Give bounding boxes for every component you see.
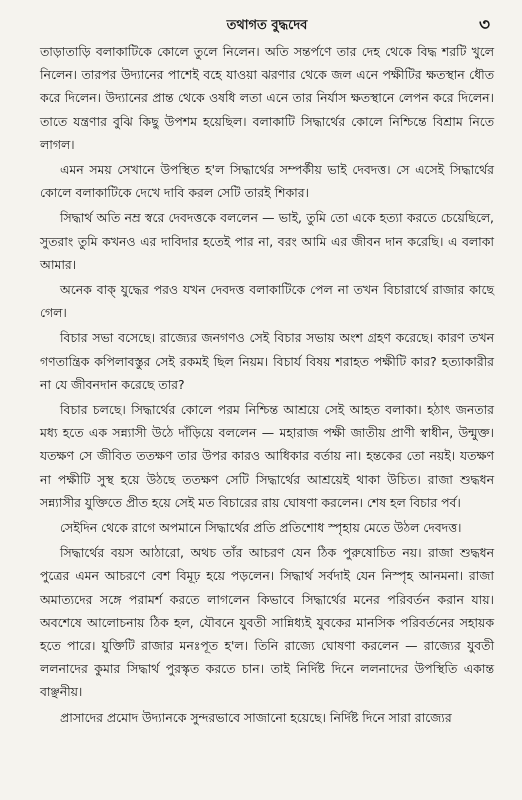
running-title: তথাগত বুদ্ধদেব [226,18,308,33]
paragraph: সেইদিন থেকে রাগে অপমানে সিদ্ধার্থের প্রতি প্রতিশোধ স্পৃহায় মেতে উঠল দেবদত্ত। [60,520,462,536]
paragraph: অনেক বাক্ যুদ্ধের পরও যখন দেবদত্ত বলাকাটিকে পেল না তখন বিচারার্থে রাজার কাছে গেল। [40,282,494,321]
page-number: ৩ [478,15,490,35]
paragraph: এমন সময় সেখানে উপস্থিত হ'ল সিদ্ধার্থের সম্পর্কীয় ভাই দেবদত্ত। সে এসেই সিদ্ধার্থের কোলে বলাকাটিকে দেখে দাবি করল সেটি তারই শিকার। [40,162,494,201]
page-header [40,12,494,40]
paragraph: তাড়াতাড়ি বলাকাটিকে কোলে তুলে নিলেন। অতি সন্তর্পণে তার দেহ থেকে বিদ্ধ শরটি খুলে নিলেন। তারপর উদ্যানের পাশেই বহে যাওয়া ঝরণার থেকে জল এনে পক্ষীটির ক্ষতস্থান ধৌত করে দিলেন। উদ্যানের প্রান্ত থেকে ওষধি লতা এনে তার নির্যাস ক্ষতস্থানে লেপন করে দিলেন। তাতে যন্ত্রণার বুঝি কিছু উপশম হয়েছিল। বলাকাটি সিদ্ধার্থের কোলে নিশ্চিন্তে বিশ্রাম নিতে লাগল। [40,44,494,152]
paragraph: সিদ্ধার্থ অতি নম্র স্বরে দেবদত্তকে বললেন — ভাই, তুমি তো একে হত্যা করতে চেয়েছিলে, সুতরাং তুমি কখনও এর দাবিদার হতেই পার না, বরং আমি এর জীবন দান করেছি। এ বলাকা আমার। [40,210,494,272]
paragraph: সিদ্ধার্থের বয়স আঠারো, অথচ তাঁর আচরণ যেন ঠিক পুরুষোচিত নয়। রাজা শুদ্ধধন পুত্রের এমন আচরণে বেশ বিমূঢ় হয়ে পড়লেন। সিদ্ধার্থ সর্বদাই যেন নিস্পৃহ আনমনা। রাজা অমাত্যদের সঙ্গে পরামর্শ করতে লাগলেন কিভাবে সিদ্ধার্থের মনের পরিবর্তন করান যায়। অবশেষে আলোচনায় ঠিক হল, যৌবনে যুবতী সান্নিধ্যই যুবকের মানসিক পরিবর্তনের সহায়ক হতে পারে। যুক্তিটি রাজার মনঃপূত হ'ল। তিনি রাজ্যে ঘোষণা করলেন — রাজ্যের যুবতী ললনাদের কুমার সিদ্ধার্থ পুরস্কৃত করতে চান। তাই নির্দিষ্ট দিনে ললনাদের উপস্থিতি একান্ত বাঞ্ছনীয়। [40,545,494,700]
paragraph: প্রাসাদের প্রমোদ উদ্যানকে সুন্দরভাবে সাজানো হয়েছে। নির্দিষ্ট দিনে সারা রাজ্যের [60,709,452,725]
body-text [40,40,494,729]
paragraph: বিচার সভা বসেছে। রাজ্যের জনগণও সেই বিচার সভায় অংশ গ্রহণ করেছে। কারণ তখন গণতান্ত্রিক কপিলাবস্তুর সেই রকমই ছিল নিয়ম। বিচার্য বিষয় শরাহত পক্ষীটি কার? হত্যাকারীর না যে জীবনদান করেছে তার? [40,330,494,392]
paragraph: বিচার চলছে। সিদ্ধার্থের কোলে পরম নিশ্চিন্ত আশ্রয়ে সেই আহত বলাকা। হঠাৎ জনতার মধ্য হতে এক সন্ন্যাসী উঠে দাঁড়িয়ে বললেন — মহারাজ পক্ষী জাতীয় প্রাণী স্বাধীন, উন্মুক্ত। যতক্ষণ সে জীবিত ততক্ষণ তার উপর কারও আধিকার বর্তায় না। হন্তকের তো নয়ই। যতক্ষণ না পক্ষীটি সুস্থ হয়ে উঠছে ততক্ষণ সেটি সিদ্ধার্থের আশ্রয়েই থাকা উচিত। রাজা শুদ্ধধন সন্ন্যাসীর যুক্তিতে প্রীত হয়ে সেই মত বিচারের রায় ঘোষণা করলেন। শেষ হল বিচার পর্ব। [40,402,494,510]
